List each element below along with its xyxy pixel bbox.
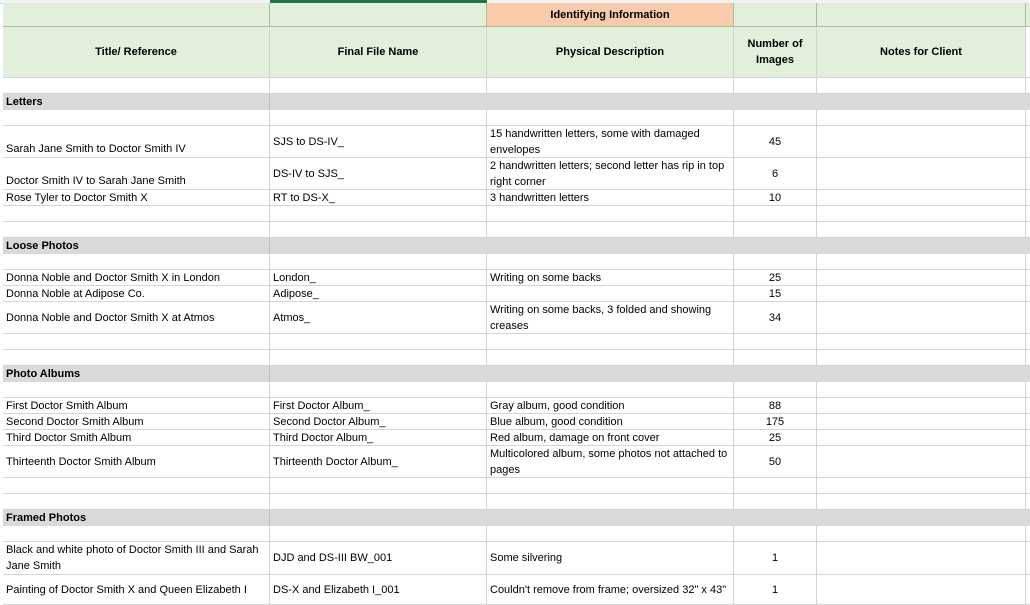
cell[interactable] [1026, 270, 1030, 286]
cell[interactable] [817, 494, 1026, 510]
header-notes-for-client[interactable]: Notes for Client [817, 27, 1026, 78]
cell[interactable] [3, 350, 270, 366]
table-row [3, 222, 1030, 238]
cell-count[interactable]: 88 [734, 398, 817, 414]
cell[interactable] [487, 94, 734, 110]
cell-file-name[interactable]: DJD and DS-III BW_001 [270, 542, 487, 575]
cell[interactable] [487, 350, 734, 366]
cell[interactable] [487, 254, 734, 270]
cell[interactable] [817, 382, 1026, 398]
cell-description[interactable]: 2 handwritten letters; second letter has rip in top right corner [487, 158, 734, 190]
cell[interactable] [487, 206, 734, 222]
section-row-framed-photos [3, 510, 1030, 526]
cell-description[interactable]: Gray album, good condition [487, 398, 734, 414]
cell[interactable] [487, 110, 734, 126]
cell[interactable] [270, 382, 487, 398]
cell-notes[interactable] [817, 190, 1026, 206]
section-label[interactable]: Letters [3, 94, 270, 110]
section-label[interactable]: Loose Photos [3, 238, 270, 254]
cell[interactable] [1026, 430, 1030, 446]
cell[interactable] [817, 238, 1026, 254]
cell-title[interactable]: Donna Noble at Adipose Co. [3, 286, 270, 302]
cell-title[interactable]: Third Doctor Smith Album [3, 430, 270, 446]
cell[interactable] [1026, 78, 1030, 94]
section-label[interactable]: Photo Albums [3, 366, 270, 382]
cell[interactable] [270, 526, 487, 542]
table-row [3, 494, 1030, 510]
cell[interactable] [1026, 494, 1030, 510]
cell[interactable] [734, 478, 817, 494]
cell[interactable] [734, 526, 817, 542]
cell[interactable] [734, 494, 817, 510]
cell[interactable] [1026, 27, 1030, 78]
cell[interactable] [3, 494, 270, 510]
cell[interactable] [270, 366, 487, 382]
cell[interactable] [270, 478, 487, 494]
cell[interactable] [270, 238, 487, 254]
cell[interactable] [487, 494, 734, 510]
cell[interactable] [734, 78, 817, 94]
cell[interactable] [270, 510, 487, 526]
cell-file-name[interactable]: First Doctor Album_ [270, 398, 487, 414]
table-row [3, 270, 1030, 286]
header-final-file-name[interactable]: Final File Name [270, 27, 487, 78]
cell[interactable] [487, 78, 734, 94]
cell[interactable] [734, 110, 817, 126]
cell[interactable] [270, 334, 487, 350]
cell[interactable] [734, 3, 817, 27]
cell-count[interactable]: 1 [734, 575, 817, 605]
cell-description[interactable]: Writing on some backs, 3 folded and showing creases [487, 302, 734, 334]
cell[interactable] [1026, 575, 1030, 605]
cell[interactable] [817, 78, 1026, 94]
table-row [3, 78, 1030, 94]
cell-count[interactable]: 45 [734, 126, 817, 158]
cell-description[interactable] [487, 286, 734, 302]
cell[interactable] [817, 334, 1026, 350]
cell[interactable] [3, 110, 270, 126]
cell[interactable] [817, 350, 1026, 366]
cell[interactable] [1026, 126, 1030, 158]
table-row [3, 254, 1030, 270]
cell[interactable] [487, 510, 734, 526]
table-row [3, 478, 1030, 494]
cell[interactable] [734, 254, 817, 270]
cell-title[interactable]: Second Doctor Smith Album [3, 414, 270, 430]
cell-description[interactable]: Couldn't remove from frame; oversized 32" x 43" [487, 575, 734, 605]
cell[interactable] [817, 510, 1026, 526]
cell[interactable] [1026, 302, 1030, 334]
column-header-row [3, 27, 1030, 78]
cell-description[interactable]: 15 handwritten letters, some with damaged envelopes [487, 126, 734, 158]
cell[interactable] [3, 206, 270, 222]
cell[interactable] [1026, 190, 1030, 206]
cell[interactable] [817, 222, 1026, 238]
cell[interactable] [1026, 206, 1030, 222]
cell-title[interactable]: Donna Noble and Doctor Smith X at Atmos [3, 302, 270, 334]
cell[interactable] [1026, 254, 1030, 270]
cell-title[interactable]: Thirteenth Doctor Smith Album [3, 446, 270, 478]
table-row [3, 206, 1030, 222]
cell[interactable] [1026, 3, 1030, 27]
cell-file-name[interactable]: Adipose_ [270, 286, 487, 302]
table-row [3, 430, 1030, 446]
cell[interactable] [270, 254, 487, 270]
cell[interactable] [3, 478, 270, 494]
cell-title[interactable]: Black and white photo of Doctor Smith III and Sarah Jane Smith [3, 542, 270, 575]
cell[interactable] [1026, 110, 1030, 126]
header-physical-description[interactable]: Physical Description [487, 27, 734, 78]
cell[interactable] [817, 526, 1026, 542]
cell[interactable] [817, 366, 1026, 382]
cell-description[interactable]: Red album, damage on front cover [487, 430, 734, 446]
cell[interactable] [270, 94, 487, 110]
cell[interactable] [487, 478, 734, 494]
cell[interactable] [1026, 158, 1030, 190]
table-row [3, 398, 1030, 414]
cell[interactable] [734, 94, 817, 110]
cell-file-name[interactable]: DS-X and Elizabeth I_001 [270, 575, 487, 605]
cell-file-name[interactable]: Atmos_ [270, 302, 487, 334]
cell-description[interactable]: Some silvering [487, 542, 734, 575]
cell-count[interactable]: 175 [734, 414, 817, 430]
cell-description[interactable]: Blue album, good condition [487, 414, 734, 430]
cell-notes[interactable] [817, 430, 1026, 446]
cell[interactable] [734, 206, 817, 222]
cell-title[interactable]: Doctor Smith IV to Sarah Jane Smith [3, 158, 270, 190]
table-row [3, 110, 1030, 126]
cell[interactable] [487, 238, 734, 254]
cell-title[interactable]: Donna Noble and Doctor Smith X in London [3, 270, 270, 286]
cell[interactable] [1026, 334, 1030, 350]
cell[interactable] [487, 366, 734, 382]
section-row-photo-albums [3, 366, 1030, 382]
cell[interactable] [734, 382, 817, 398]
table-row [3, 158, 1030, 190]
cell-count[interactable]: 25 [734, 430, 817, 446]
cell-title[interactable]: Sarah Jane Smith to Doctor Smith IV [3, 126, 270, 158]
cell[interactable] [817, 206, 1026, 222]
cell-title[interactable]: First Doctor Smith Album [3, 398, 270, 414]
cell[interactable] [734, 238, 817, 254]
cell[interactable] [1026, 542, 1030, 575]
cell-count[interactable]: 15 [734, 286, 817, 302]
cell-description[interactable]: Multicolored album, some photos not attached to pages [487, 446, 734, 478]
cell[interactable] [1026, 526, 1030, 542]
cell[interactable] [270, 222, 487, 238]
cell-count[interactable]: 1 [734, 542, 817, 575]
group-header-row [3, 3, 1030, 27]
cell[interactable] [3, 382, 270, 398]
table-row [3, 542, 1030, 575]
cell-count[interactable]: 50 [734, 446, 817, 478]
group-header-identifying[interactable]: Identifying Information [487, 3, 734, 27]
cell-notes[interactable] [817, 158, 1026, 190]
cell-file-name[interactable]: DS-IV to SJS_ [270, 158, 487, 190]
cell-file-name[interactable]: Second Doctor Album_ [270, 414, 487, 430]
section-row-loose-photos [3, 238, 1030, 254]
cell[interactable] [817, 110, 1026, 126]
cell[interactable] [270, 494, 487, 510]
cell[interactable] [1026, 398, 1030, 414]
cell[interactable] [3, 3, 270, 27]
table-row [3, 286, 1030, 302]
cell[interactable] [1026, 382, 1030, 398]
cell[interactable] [734, 366, 817, 382]
cell[interactable] [487, 222, 734, 238]
cell-notes[interactable] [817, 126, 1026, 158]
table-row [3, 190, 1030, 206]
cell-description[interactable]: Writing on some backs [487, 270, 734, 286]
header-number-of-images[interactable]: Number of Images [734, 27, 817, 78]
cell-count[interactable]: 10 [734, 190, 817, 206]
cell[interactable] [487, 382, 734, 398]
cell[interactable] [1026, 286, 1030, 302]
table-row [3, 526, 1030, 542]
cell-file-name[interactable]: RT to DS-X_ [270, 190, 487, 206]
cell[interactable] [270, 78, 487, 94]
cell[interactable] [3, 334, 270, 350]
table-row [3, 126, 1030, 158]
cell[interactable] [1026, 222, 1030, 238]
cell[interactable] [270, 350, 487, 366]
cell[interactable] [3, 526, 270, 542]
cell-notes[interactable] [817, 575, 1026, 605]
cell-notes[interactable] [817, 542, 1026, 575]
section-label[interactable]: Framed Photos [3, 510, 270, 526]
cell-description[interactable]: 3 handwritten letters [487, 190, 734, 206]
cell[interactable] [487, 526, 734, 542]
cell-notes[interactable] [817, 302, 1026, 334]
cell-notes[interactable] [817, 286, 1026, 302]
cell[interactable] [817, 94, 1026, 110]
cell[interactable] [734, 350, 817, 366]
table-row [3, 302, 1030, 334]
cell[interactable] [1026, 238, 1030, 254]
cell[interactable] [270, 110, 487, 126]
cell[interactable] [270, 206, 487, 222]
cell-notes[interactable] [817, 446, 1026, 478]
cell-file-name[interactable]: Third Doctor Album_ [270, 430, 487, 446]
table-row [3, 446, 1030, 478]
cell[interactable] [1026, 94, 1030, 110]
cell[interactable] [1026, 510, 1030, 526]
cell[interactable] [734, 510, 817, 526]
cell-notes[interactable] [817, 270, 1026, 286]
header-title-reference[interactable]: Title/ Reference [3, 27, 270, 78]
cell-file-name[interactable]: London_ [270, 270, 487, 286]
cell-title[interactable]: Painting of Doctor Smith X and Queen Elizabeth I [3, 575, 270, 605]
table-row [3, 334, 1030, 350]
cell[interactable] [1026, 366, 1030, 382]
cell[interactable] [3, 222, 270, 238]
table-row [3, 350, 1030, 366]
cell[interactable] [1026, 414, 1030, 430]
cell[interactable] [734, 222, 817, 238]
cell[interactable] [1026, 350, 1030, 366]
table-row [3, 575, 1030, 605]
cell[interactable] [817, 3, 1026, 27]
cell[interactable] [487, 334, 734, 350]
section-row-letters [3, 94, 1030, 110]
cell[interactable] [817, 254, 1026, 270]
spreadsheet-grid[interactable] [3, 3, 1030, 605]
cell-count[interactable]: 25 [734, 270, 817, 286]
cell[interactable] [1026, 478, 1030, 494]
cell[interactable] [3, 78, 270, 94]
cell-file-name[interactable]: SJS to DS-IV_ [270, 126, 487, 158]
cell-count[interactable]: 6 [734, 158, 817, 190]
cell[interactable] [1026, 446, 1030, 478]
cell[interactable] [270, 3, 487, 27]
cell-notes[interactable] [817, 398, 1026, 414]
cell-title[interactable]: Rose Tyler to Doctor Smith X [3, 190, 270, 206]
cell-file-name[interactable]: Thirteenth Doctor Album_ [270, 446, 487, 478]
table-row [3, 382, 1030, 398]
cell[interactable] [734, 334, 817, 350]
cell-count[interactable]: 34 [734, 302, 817, 334]
table-row [3, 414, 1030, 430]
cell-notes[interactable] [817, 414, 1026, 430]
cell[interactable] [3, 254, 270, 270]
cell[interactable] [817, 478, 1026, 494]
